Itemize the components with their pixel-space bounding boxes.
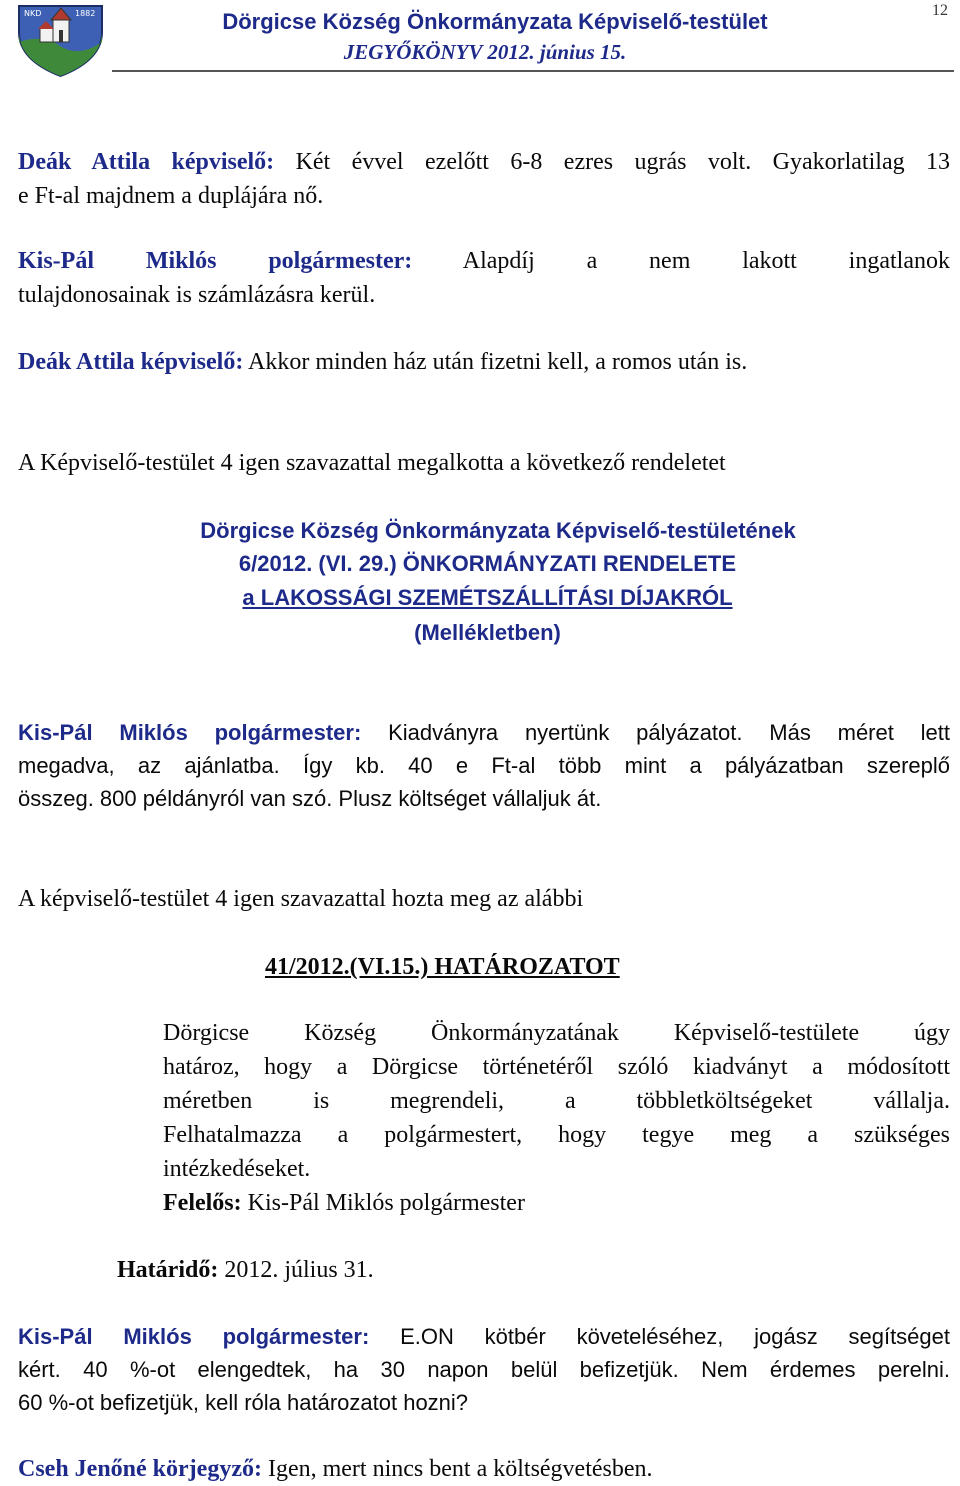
responsible-label: Felelős:	[163, 1190, 242, 1216]
deadline-label: Határidő:	[117, 1257, 219, 1283]
speaker-name: Kis-Pál Miklós polgármester:	[18, 720, 362, 745]
speech-text-continued: 60 %-ot befizetjük, kell róla határozatot hozni?	[18, 1390, 469, 1415]
minutes-entry	[18, 1320, 950, 1353]
speaker-name: Deák Attila képviselő:	[18, 349, 244, 375]
header-subtitle: JEGYŐKÖNYV 2012. június 15.	[343, 40, 627, 64]
speech-text: Alapdíj a nem lakott ingatlanok	[412, 248, 950, 274]
resolution-responsible	[163, 1186, 950, 1220]
speech-text: Kiadványra nyertünk pályázatot. Más méret lett	[361, 720, 950, 745]
speaker-name: Deák Attila képviselő:	[18, 149, 275, 175]
resolution-text-line: Dörgicse Község Önkormányzatának Képviselő-testülete úgy	[163, 1020, 950, 1046]
resolution-text-line: Felhatalmazza a polgármestert, hogy tegye meg a szükséges	[163, 1122, 950, 1148]
minutes-entry	[18, 345, 950, 379]
speech-text-continued: kért. 40 %-ot elengedtek, ha 30 napon belül befizetjük. Nem érdemes perelni.	[18, 1357, 950, 1382]
crest-text-left: NKD	[24, 9, 42, 18]
speech-text-continued: e Ft-al majdnem a duplájára nő.	[18, 183, 324, 209]
speech-text: Akkor minden ház után fizetni kell, a romos után is.	[243, 349, 748, 375]
vote-statement: A Képviselő-testület 4 igen szavazattal megalkotta a következő rendeletet	[18, 450, 726, 476]
minutes-entry	[18, 145, 950, 179]
speaker-name: Kis-Pál Miklós polgármester:	[18, 1324, 370, 1349]
minutes-entry	[18, 244, 950, 278]
decree-title-line3: a LAKOSSÁGI SZEMÉTSZÁLLÍTÁSI DÍJAKRÓL	[242, 585, 733, 610]
header-divider	[112, 70, 954, 72]
speech-text-continued: tulajdonosainak is számlázásra kerül.	[18, 282, 376, 308]
decree-title-line1: Dörgicse Község Önkormányzata Képviselő-testületének	[200, 518, 796, 543]
deadline-value: 2012. július 31.	[218, 1257, 374, 1283]
crest-text-right: 1882	[75, 9, 96, 18]
responsible-value: Kis-Pál Miklós polgármester	[241, 1190, 525, 1216]
resolution-text-line: intézkedéseket.	[163, 1156, 311, 1182]
minutes-entry	[18, 716, 950, 749]
header-title: Dörgicse Község Önkormányzata Képviselő-testület	[222, 9, 768, 34]
speech-text: Két évvel ezelőtt 6-8 ezres ugrás volt. Gyakorlatilag 13	[274, 149, 951, 175]
resolution-deadline	[117, 1253, 917, 1287]
resolution-text-line: méretben is megrendeli, a többletköltségeket vállalja.	[163, 1088, 950, 1114]
speech-text: Igen, mert nincs bent a költségvetésben.	[261, 1456, 653, 1482]
speech-text-continued: megadva, az ajánlatba. Így kb. 40 e Ft-al több mint a pályázatban szereplő	[18, 753, 950, 778]
speaker-name: Kis-Pál Miklós polgármester:	[18, 248, 413, 274]
vote-statement: A képviselő-testület 4 igen szavazattal hozta meg az alábbi	[18, 886, 584, 912]
resolution-number: 41/2012.(VI.15.) HATÁROZATOT	[265, 954, 620, 980]
page-number: 12	[932, 2, 948, 19]
speech-text: E.ON kötbér követeléséhez, jogász segítséget	[369, 1324, 950, 1349]
minutes-entry	[18, 1452, 950, 1486]
resolution-text-line: határoz, hogy a Dörgicse történetéről szóló kiadványt a módosított	[163, 1054, 950, 1080]
page-header	[0, 0, 960, 80]
speaker-name: Cseh Jenőné körjegyző:	[18, 1456, 262, 1482]
speech-text-continued: összeg. 800 példányról van szó. Plusz költséget vállaljuk át.	[18, 786, 602, 811]
decree-title-line2: 6/2012. (VI. 29.) ÖNKORMÁNYZATI RENDELETE	[238, 551, 737, 576]
decree-annex-note: (Mellékletben)	[414, 620, 561, 645]
